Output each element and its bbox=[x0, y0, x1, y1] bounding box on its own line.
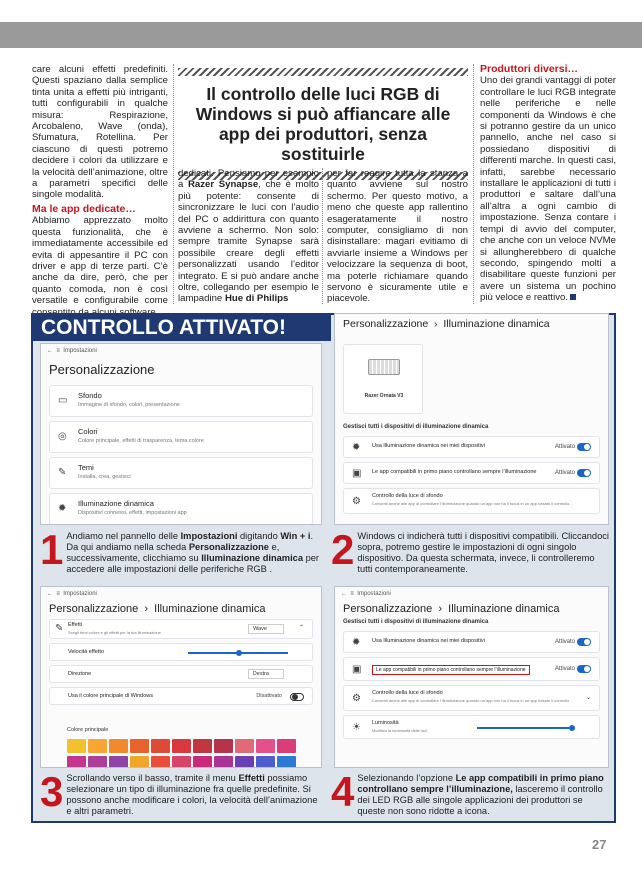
color-swatch[interactable] bbox=[256, 739, 275, 753]
row-desc: Consenti anche alle app di controllare l’illuminazione quando un’app non ha il focus in un app basato il controllo... bbox=[372, 501, 573, 506]
color-palette bbox=[67, 739, 295, 768]
breadcrumb: Personalizzazione › Illuminazione dinamica bbox=[343, 603, 560, 615]
color-swatch[interactable] bbox=[172, 739, 191, 753]
sun-icon: ✹ bbox=[58, 503, 67, 514]
image-icon: ▭ bbox=[58, 395, 68, 406]
row-label: Le app compatibili in primo piano controllano sempre l’illuminazione bbox=[372, 469, 537, 475]
color-swatch[interactable] bbox=[214, 756, 233, 768]
row-label: Luminosità bbox=[372, 720, 399, 726]
column-divider bbox=[173, 64, 174, 304]
page-number: 27 bbox=[592, 837, 607, 852]
crumb-1: Personalizzazione bbox=[343, 318, 429, 330]
row-label: Controllo della luce di sfondo bbox=[372, 690, 443, 696]
color-swatch[interactable] bbox=[88, 756, 107, 768]
crumb-2: Illuminazione dinamica bbox=[443, 318, 550, 330]
back-arrow-icon: ← bbox=[341, 591, 347, 597]
row-use-dynamic-lighting[interactable] bbox=[343, 436, 600, 458]
screenshot-dynamic-lighting-settings bbox=[334, 586, 609, 768]
window-title: Impostazioni bbox=[63, 591, 97, 597]
article-column-3 bbox=[327, 168, 468, 305]
step-number: 4 bbox=[331, 768, 355, 815]
color-swatch[interactable] bbox=[109, 739, 128, 753]
back-arrow-icon: ← bbox=[47, 591, 53, 597]
settings-title: Personalizzazione bbox=[49, 362, 155, 377]
row-label: Usa il colore principale di Windows bbox=[68, 693, 153, 699]
color-swatch[interactable] bbox=[109, 756, 128, 768]
keyboard-icon bbox=[368, 359, 400, 375]
window-title: Impostazioni bbox=[63, 348, 97, 354]
color-swatch[interactable] bbox=[235, 756, 254, 768]
color-swatch[interactable] bbox=[193, 739, 212, 753]
row-desc: Scegli temi colore e gli effetti per la tua illuminazione bbox=[68, 630, 161, 635]
col2-bold-2: Hue di Philips bbox=[224, 293, 289, 305]
caption-1: 1 Andiamo nel pannello delle Impostazioni digitando Win + i. Da qui andiamo nella scheda Personalizzazione e, successivamente, clicchiamo su Illuminazione dinamica per accedere alle impostazioni delle periferiche RGB . bbox=[40, 526, 320, 574]
col2-text-1: dedicati. Pensiamo per esempio a bbox=[178, 168, 319, 191]
article-column-4 bbox=[480, 64, 616, 304]
item-desc: Installa, crea, gestisci bbox=[78, 474, 131, 480]
sun-icon: ✹ bbox=[352, 442, 361, 453]
chevron-up-icon[interactable]: ⌃ bbox=[298, 625, 304, 631]
toggle-switch[interactable] bbox=[577, 443, 591, 451]
gear-icon: ⚙ bbox=[352, 496, 361, 507]
item-desc: Immagine di sfondo, colori, presentazione bbox=[78, 402, 180, 408]
brightness-icon: ☀ bbox=[352, 722, 361, 733]
color-swatch[interactable] bbox=[67, 739, 86, 753]
device-name: Razer Ornata V3 bbox=[364, 393, 404, 399]
column-divider bbox=[322, 168, 323, 304]
color-swatch[interactable] bbox=[130, 756, 149, 768]
row-label: Velocità effetto bbox=[68, 649, 104, 655]
row-status: Attivato bbox=[554, 666, 575, 672]
settings-item-colori[interactable] bbox=[49, 421, 313, 453]
toggle-switch[interactable] bbox=[577, 469, 591, 477]
palette-icon: ◎ bbox=[58, 431, 67, 442]
row-background-light[interactable] bbox=[343, 685, 600, 711]
effects-dropdown[interactable]: Wave bbox=[248, 624, 284, 634]
toggle-switch[interactable] bbox=[577, 638, 591, 646]
caption-2: 2 Windows ci indicherà tutti i dispositivi compatibili. Cliccandoci sopra, potremo gestire le impostazioni di ogni singolo dispositivo. Da questa schermata, invece, li controlleremo tutti contemporaneamente. bbox=[331, 526, 609, 574]
end-mark-icon bbox=[570, 294, 576, 300]
step-number: 1 bbox=[40, 526, 64, 573]
step-number: 2 bbox=[331, 526, 355, 573]
app-icon: ▣ bbox=[352, 468, 362, 479]
row-label: Usa Illuminazione dinamica nei miei dispositivi bbox=[372, 638, 485, 644]
screenshot-effects bbox=[40, 586, 322, 768]
menu-icon: ≡ bbox=[56, 348, 60, 354]
row-label-highlighted: Le app compatibili in primo piano controllano sempre l’illuminazione bbox=[372, 665, 530, 675]
effects-row[interactable] bbox=[49, 619, 313, 639]
settings-item-temi[interactable] bbox=[49, 457, 313, 489]
accent-color-row bbox=[49, 687, 313, 705]
row-label: Effetti bbox=[68, 622, 82, 628]
menu-icon: ≡ bbox=[56, 591, 60, 597]
row-status: Attivato bbox=[554, 470, 575, 476]
window-title: Impostazioni bbox=[357, 591, 391, 597]
row-brightness bbox=[343, 715, 600, 739]
direction-row bbox=[49, 665, 313, 683]
screenshot-dynamic-lighting-device bbox=[334, 313, 609, 525]
window-titlebar bbox=[41, 344, 321, 358]
screenshot-personalization bbox=[40, 343, 322, 525]
col1-paragraph-1: care alcuni effetti predefiniti. Questi spaziano dalla semplice tinta unita a effetti più intriganti, tutti configurabili in qualche misura: Respirazione, Arcobaleno, Wave (onda), Sfumatura, Rotellina. Per ciascuno di questi potremo decidere i colori da utilizzare e la velocità dell’animazione, oltre a parametri specifici delle singole modalità. bbox=[32, 64, 168, 201]
brush-icon: ✎ bbox=[58, 467, 67, 478]
slider-thumb[interactable] bbox=[569, 725, 575, 731]
color-swatch[interactable] bbox=[67, 756, 86, 768]
window-titlebar bbox=[335, 587, 608, 601]
row-compatible-apps[interactable] bbox=[343, 657, 600, 681]
settings-item-sfondo[interactable] bbox=[49, 385, 313, 417]
color-swatch[interactable] bbox=[151, 756, 170, 768]
color-swatch[interactable] bbox=[277, 739, 296, 753]
color-swatch[interactable] bbox=[256, 756, 275, 768]
section-heading: Gestisci tutti i dispositivi di illuminazione dinamica bbox=[343, 424, 489, 430]
col4-subheading: Produttori diversi… bbox=[480, 63, 579, 75]
pull-quote-text: Il controllo delle luci RGB di Windows si può affiancare alle app dei produttori, senza sostituirle bbox=[195, 84, 451, 164]
color-swatch[interactable] bbox=[172, 756, 191, 768]
brush-icon: ✎ bbox=[55, 623, 64, 634]
color-section-label: Colore principale bbox=[67, 727, 109, 733]
section-heading: Gestisci tutti i dispositivi di illuminazione dinamica bbox=[343, 619, 489, 625]
color-swatch[interactable] bbox=[277, 756, 296, 768]
breadcrumb: Personalizzazione › Illuminazione dinamica bbox=[49, 603, 266, 615]
row-desc: Modifica la luminosità delle luci bbox=[372, 728, 427, 733]
row-label: Usa Illuminazione dinamica nei miei dispositivi bbox=[372, 443, 485, 449]
item-label: Temi bbox=[78, 463, 94, 472]
pull-quote bbox=[178, 68, 468, 164]
brightness-slider[interactable] bbox=[477, 727, 569, 729]
article-column-1 bbox=[32, 64, 168, 318]
caption-3: 3 Scrollando verso il basso, tramite il menu Effetti possiamo selezionare un tipo di illuminazione fra quelle predefinite. Si possono anche modificare i colori, la velocità dell’animazione e altri parametri. bbox=[40, 768, 318, 816]
speed-row bbox=[49, 643, 313, 661]
color-swatch[interactable] bbox=[151, 739, 170, 753]
color-swatch[interactable] bbox=[235, 739, 254, 753]
direction-dropdown[interactable]: Destra bbox=[248, 669, 284, 679]
toggle-switch[interactable] bbox=[290, 693, 304, 701]
row-status: Attivato bbox=[554, 444, 575, 450]
item-label: Illuminazione dinamica bbox=[78, 499, 154, 508]
caption-4: 4 Selezionando l’opzione Le app compatibili in primo piano controllano sempre l’illuminazione, lasceremo il controllo dei LED RGB alle singole applicazioni dei produttori se queste non sono ridotte a icona. bbox=[331, 768, 604, 816]
item-label: Sfondo bbox=[78, 391, 102, 400]
color-swatch[interactable] bbox=[214, 739, 233, 753]
device-card[interactable] bbox=[343, 344, 423, 414]
step-number: 3 bbox=[40, 768, 64, 815]
row-desc: Consenti anche alle app di controllare l’illuminazione quando un’app non ha il focus in un app basato il controllo bbox=[372, 698, 570, 703]
col1-paragraph-2: Abbiamo apprezzato molto questa funzionalità, che è immediatamente accessibile ed evita di appesantire il PC con driver e app di terze parti. C’è anche da dire, però, che per quanto comoda, non è così versatile e configurabile come bbox=[32, 215, 168, 307]
item-label: Colori bbox=[78, 427, 98, 436]
row-status: Disattivato bbox=[256, 693, 282, 699]
row-compatible-apps[interactable] bbox=[343, 462, 600, 484]
chevron-down-icon[interactable]: ⌄ bbox=[585, 695, 591, 701]
row-background-light[interactable] bbox=[343, 488, 600, 514]
row-status: Attivato bbox=[554, 639, 575, 645]
col2-text-2: , che è molto più potente: consente di sincronizzare le luci con l’audio del PC o addirittura con quanto avviene a schermo. Non solo: sempre tramite Synapse sarà possibile creare degli effetti personalizzati usando l’editor integrato. E si può andare anche oltre, collegando per esempio le lampadine bbox=[178, 179, 319, 305]
item-desc: Dispositivi connessi, effetti, impostazioni app bbox=[78, 510, 187, 516]
app-icon: ▣ bbox=[352, 664, 362, 675]
top-band bbox=[0, 22, 642, 48]
article-column-2 bbox=[178, 168, 319, 305]
column-divider bbox=[473, 64, 474, 304]
col4-paragraph: Uno dei grandi vantaggi di poter controllare le luci RGB integrate nelle periferiche e nelle componenti da Windows è che si potranno gestire da un unico pannello, anche nel caso si possiedano dispositivi di differenti marche. In questi casi, infatti, sarebbe necessario installare le applicazioni di tutti i produttori e saltare dall’una all’altra a ogni cambio di impostazione. Senza contare i tempi di avvio del computer, che anche con un veloce NVMe si allungherebbero di qualche secondo, spingendo molti a disabilitare queste funzioni per avere un sistema un pochino più veloce e reattivo. bbox=[480, 75, 617, 304]
boxout-title: CONTROLLO ATTIVATO! bbox=[33, 315, 331, 341]
col2-bold-1: Razer Synapse bbox=[187, 179, 259, 191]
color-swatch[interactable] bbox=[130, 739, 149, 753]
row-use-dynamic-lighting[interactable] bbox=[343, 631, 600, 653]
item-desc: Colore principale, effetti di trasparenza, tema colore bbox=[78, 438, 204, 444]
back-arrow-icon: ← bbox=[47, 348, 53, 354]
color-swatch[interactable] bbox=[193, 756, 212, 768]
window-titlebar bbox=[41, 587, 321, 601]
row-label: Direzione bbox=[68, 671, 92, 677]
col3-paragraph: per far reagire tutta la stanza a quanto avviene sul nostro schermo. Per questo motivo, a meno che queste app rallentino esageratamente il nostro computer, consigliamo di non disinstallare: magari evitiamo di avviarle insieme a Windows per velocizzare la sequenza di boot, ma poterle richiamare quando servono è sicuramente utile e piacevole. bbox=[327, 168, 468, 305]
slider-thumb[interactable] bbox=[236, 650, 242, 656]
breadcrumb: Personalizzazione › Illuminazione dinamica bbox=[343, 318, 550, 330]
toggle-switch[interactable] bbox=[577, 665, 591, 673]
pull-quote-top-rule bbox=[178, 68, 468, 76]
col1-subheading: Ma le app dedicate… bbox=[32, 202, 136, 215]
gear-icon: ⚙ bbox=[352, 693, 361, 704]
row-label: Controllo della luce di sfondo bbox=[372, 493, 443, 499]
sun-icon: ✹ bbox=[352, 637, 361, 648]
color-swatch[interactable] bbox=[88, 739, 107, 753]
menu-icon: ≡ bbox=[350, 591, 354, 597]
settings-item-illuminazione[interactable] bbox=[49, 493, 313, 525]
